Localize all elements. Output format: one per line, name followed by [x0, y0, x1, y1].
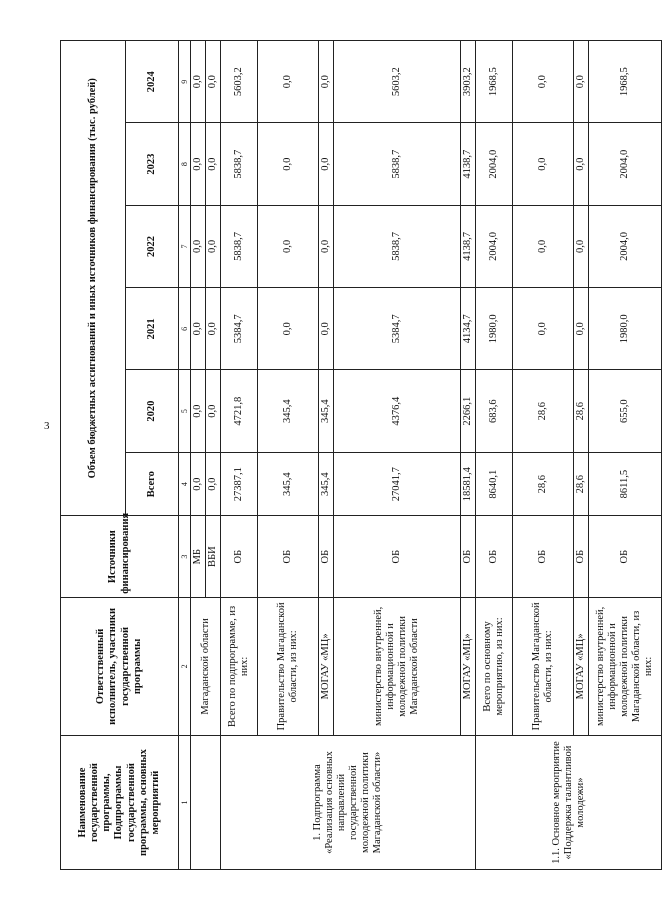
value-2024: 0,0: [258, 41, 319, 123]
source-cell: ВБИ: [206, 516, 221, 597]
source-cell: ОБ: [334, 516, 461, 597]
header-source: Источники финансирования: [61, 516, 179, 597]
value-2023: 2004,0: [476, 123, 513, 205]
value-2021: 1980,0: [476, 288, 513, 370]
value-2020: 28,6: [513, 370, 574, 452]
header-year-2023: 2023: [126, 123, 179, 205]
value-2023: 4138,7: [461, 123, 476, 205]
value-2022: 0,0: [574, 205, 589, 287]
value-total: 28,6: [574, 452, 589, 516]
value-2022: 4138,7: [461, 205, 476, 287]
source-cell: ОБ: [319, 516, 334, 597]
value-2021: 4134,7: [461, 288, 476, 370]
executor-cell: МОГАУ «МЦ»: [319, 597, 334, 735]
value-2023: 0,0: [191, 123, 206, 205]
value-2021: 0,0: [258, 288, 319, 370]
executor-cell: министерство внутренней, информационной и молодежной политики Магаданской области, из них:: [589, 597, 662, 735]
value-total: 0,0: [191, 452, 206, 516]
column-number: 6: [179, 288, 191, 370]
executor-cell: МОГАУ «МЦ»: [461, 597, 476, 735]
header-executor: Ответственный исполнитель, участники государственной программы: [61, 597, 179, 735]
value-total: 8611,5: [589, 452, 662, 516]
value-2023: 0,0: [258, 123, 319, 205]
value-total: 345,4: [319, 452, 334, 516]
value-2021: 0,0: [574, 288, 589, 370]
value-2023: 0,0: [206, 123, 221, 205]
value-2024: 0,0: [206, 41, 221, 123]
column-number: 8: [179, 123, 191, 205]
value-2022: 0,0: [319, 205, 334, 287]
source-cell: ОБ: [574, 516, 589, 597]
rotated-table-area: [60, 40, 655, 870]
executor-cell: Всего по подпрограмме, из них:: [221, 597, 258, 735]
column-number: 5: [179, 370, 191, 452]
value-2021: 0,0: [513, 288, 574, 370]
column-number: 2: [179, 597, 191, 735]
value-2020: 0,0: [191, 370, 206, 452]
measure-name-cell: 1.1. Основное мероприятие «Поддержка талантливой молодежи»: [476, 736, 662, 870]
value-2024: 0,0: [191, 41, 206, 123]
value-total: 27387,1: [221, 452, 258, 516]
value-2024: 1968,5: [476, 41, 513, 123]
header-year-2021: 2021: [126, 288, 179, 370]
source-cell: ОБ: [513, 516, 574, 597]
executor-cell: министерство внутренней, информационной и молодежной политики Магаданской области: [334, 597, 461, 735]
value-total: 27041,7: [334, 452, 461, 516]
value-2020: 28,6: [574, 370, 589, 452]
header-year-2022: 2022: [126, 205, 179, 287]
header-year-2024: 2024: [126, 41, 179, 123]
value-2021: 5384,7: [221, 288, 258, 370]
header-year-2020: 2020: [126, 370, 179, 452]
column-number: 7: [179, 205, 191, 287]
value-total: 18581,4: [461, 452, 476, 516]
column-number: 1: [179, 736, 191, 870]
value-2021: 5384,7: [334, 288, 461, 370]
value-2021: 0,0: [191, 288, 206, 370]
rotated-table-container: [60, 40, 655, 870]
column-number: 4: [179, 452, 191, 516]
subprogram-name-cell: 1. Подпрограмма «Реализация основных направлений государственной молодежной политики Магаданской области»: [221, 736, 476, 870]
header-program-name: Наименование государственной программы, Подпрограммы государственной программы, основных мероприятий: [61, 736, 179, 870]
value-2020: 4376,4: [334, 370, 461, 452]
table-row: [191, 41, 206, 870]
value-2023: 0,0: [574, 123, 589, 205]
header-funding-group: Объем бюджетных ассигнований и иных источников финансирования (тыс. рублей): [61, 41, 126, 517]
value-2020: 655,0: [589, 370, 662, 452]
value-2022: 5838,7: [334, 205, 461, 287]
value-2024: 0,0: [319, 41, 334, 123]
value-2023: 5838,7: [221, 123, 258, 205]
value-2024: 3903,2: [461, 41, 476, 123]
table-row: [221, 41, 258, 870]
value-2021: 1980,0: [589, 288, 662, 370]
value-2024: 1968,5: [589, 41, 662, 123]
value-total: 8640,1: [476, 452, 513, 516]
value-2020: 2266,1: [461, 370, 476, 452]
executor-cell: МОГАУ «МЦ»: [574, 597, 589, 735]
value-2024: 0,0: [574, 41, 589, 123]
source-cell: МБ: [191, 516, 206, 597]
source-cell: ОБ: [476, 516, 513, 597]
value-2023: 5838,7: [334, 123, 461, 205]
value-2022: 5838,7: [221, 205, 258, 287]
value-2020: 345,4: [319, 370, 334, 452]
executor-cell: Правительство Магаданской области, из них:: [513, 597, 574, 735]
executor-cell: Магаданской области: [191, 597, 221, 735]
source-cell: ОБ: [221, 516, 258, 597]
program-name-cell: [191, 736, 221, 870]
value-2022: 2004,0: [476, 205, 513, 287]
source-cell: ОБ: [589, 516, 662, 597]
value-2024: 0,0: [513, 41, 574, 123]
value-2024: 5603,2: [334, 41, 461, 123]
value-2022: 2004,0: [589, 205, 662, 287]
value-2020: 683,6: [476, 370, 513, 452]
header-total: Всего: [126, 452, 179, 516]
value-2022: 0,0: [191, 205, 206, 287]
value-2022: 0,0: [258, 205, 319, 287]
value-2023: 0,0: [319, 123, 334, 205]
value-2024: 5603,2: [221, 41, 258, 123]
source-cell: ОБ: [461, 516, 476, 597]
column-number: 9: [179, 41, 191, 123]
value-2020: 4721,8: [221, 370, 258, 452]
funding-table: [60, 40, 662, 870]
value-2020: 345,4: [258, 370, 319, 452]
value-total: 0,0: [206, 452, 221, 516]
value-2023: 2004,0: [589, 123, 662, 205]
value-2021: 0,0: [319, 288, 334, 370]
column-number: 3: [179, 516, 191, 597]
value-2022: 0,0: [206, 205, 221, 287]
value-total: 28,6: [513, 452, 574, 516]
table-row: [476, 41, 513, 870]
value-2021: 0,0: [206, 288, 221, 370]
value-total: 345,4: [258, 452, 319, 516]
value-2023: 0,0: [513, 123, 574, 205]
page-number: 3: [44, 420, 50, 432]
executor-cell: Всего по основному мероприятию, из них:: [476, 597, 513, 735]
value-2022: 0,0: [513, 205, 574, 287]
executor-cell: Правительство Магаданской области, из них:: [258, 597, 319, 735]
value-2020: 0,0: [206, 370, 221, 452]
source-cell: ОБ: [258, 516, 319, 597]
